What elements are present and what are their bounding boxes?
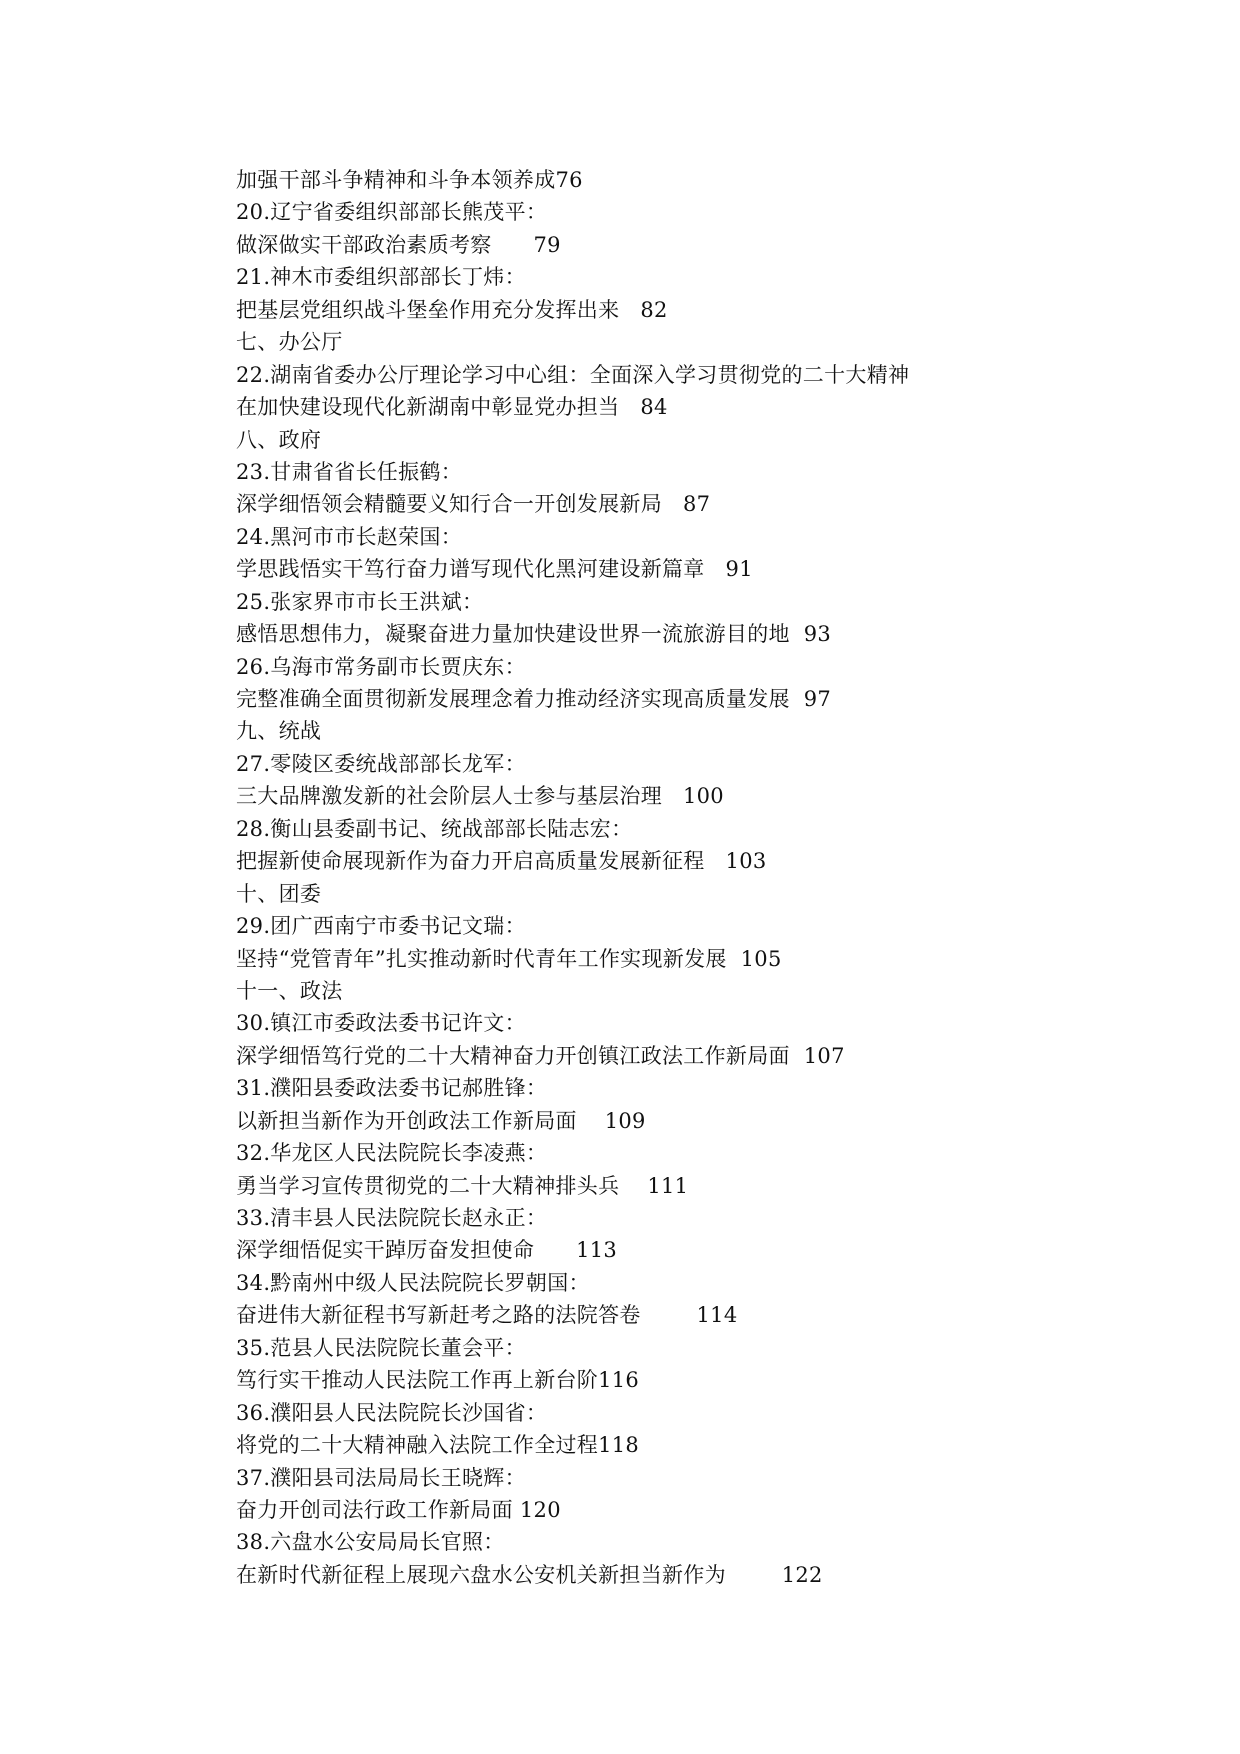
- toc-text: 坚持“党管青年”扎实推动新时代青年工作实现新发展: [236, 946, 727, 971]
- toc-heading: [236, 715, 1136, 747]
- toc-heading: [236, 1202, 1136, 1234]
- toc-text: 34.黔南州中级人民法院院长罗朝国：: [236, 1270, 590, 1295]
- toc-text: 30.镇江市委政法委书记许文：: [236, 1011, 526, 1036]
- toc-entry-title: [236, 1364, 1136, 1396]
- toc-text: 23.甘肃省省长任振鹤：: [236, 459, 462, 484]
- toc-entry-title: [236, 1105, 1136, 1137]
- toc-entry-title: [236, 618, 1136, 650]
- toc-page-number: 107: [803, 1043, 845, 1068]
- toc-leader-space: [641, 1303, 697, 1327]
- toc-entry-title: [236, 1494, 1136, 1526]
- toc-text: 深学细悟笃行党的二十大精神奋力开创镇江政法工作新局面: [236, 1043, 790, 1068]
- toc-heading: [236, 196, 1136, 228]
- toc-leader-space: [534, 1238, 576, 1262]
- toc-leader-space: [662, 492, 683, 516]
- toc-text: 24.黑河市市长赵荣国：: [236, 524, 462, 549]
- toc-page-number: 105: [740, 946, 782, 971]
- toc-text: 26.乌海市常务副市长贾庆东：: [236, 654, 526, 679]
- toc-heading: [236, 586, 1136, 618]
- toc-page-number: 122: [781, 1562, 823, 1587]
- toc-text: 36.濮阳县人民法院院长沙国省：: [236, 1400, 548, 1425]
- toc-page-number: 114: [696, 1303, 738, 1328]
- toc-page-number: 97: [803, 687, 832, 711]
- toc-entry-title: [236, 683, 1136, 715]
- toc-leader-space: [492, 233, 534, 257]
- toc-leader-space: [790, 622, 804, 646]
- toc-text: 27.零陵区委统战部部长龙军：: [236, 751, 526, 776]
- toc-entry-title: [236, 943, 1136, 975]
- toc-leader-space: [619, 1174, 647, 1198]
- toc-text: 把握新使命展现新作为奋力开启高质量发展新征程: [236, 849, 705, 874]
- toc-page-number: 76: [555, 168, 583, 192]
- toc-entry-title: [236, 845, 1136, 877]
- toc-leader-space: [705, 557, 726, 581]
- toc-entry-title: [236, 488, 1136, 520]
- toc-heading: [236, 1137, 1136, 1169]
- toc-leader-space: [790, 1044, 804, 1068]
- toc-text: 勇当学习宣传贯彻党的二十大精神排头兵: [236, 1173, 620, 1198]
- toc-page-number: 82: [640, 297, 668, 322]
- toc-text: 七、办公厅: [236, 330, 343, 355]
- toc-text: 奋力开创司法行政工作新局面: [236, 1497, 513, 1522]
- toc-text: 在新时代新征程上展现六盘水公安机关新担当新作为: [236, 1562, 726, 1587]
- toc-page-number: 100: [682, 784, 724, 809]
- toc-text: 学思践悟实干笃行奋力谱写现代化黑河建设新篇章: [236, 557, 705, 582]
- toc-entry-title: [236, 1170, 1136, 1202]
- toc-leader-space: [705, 849, 726, 873]
- toc-page-number: 79: [533, 232, 561, 257]
- toc-text: 完整准确全面贯彻新发展理念着力推动经济实现高质量发展: [236, 687, 790, 711]
- toc-entry-title: [236, 1429, 1136, 1461]
- toc-heading: [236, 359, 1136, 391]
- toc-text: 做深做实干部政治素质考察: [236, 232, 492, 257]
- toc-heading: [236, 1072, 1136, 1104]
- toc-entry-title: [236, 780, 1136, 812]
- toc-page-number: 111: [647, 1173, 689, 1198]
- toc-text: 深学细悟领会精髓要义知行合一开创发展新局: [236, 492, 662, 517]
- toc-entry-title: [236, 1040, 1136, 1072]
- toc-heading: [236, 521, 1136, 553]
- toc-leader-space: [619, 395, 640, 419]
- toc-page-number: 120: [519, 1497, 561, 1522]
- toc-entry-title: [236, 229, 1136, 261]
- toc-text: 38.六盘水公安局局长官照：: [236, 1530, 505, 1555]
- toc-entry-title: [236, 164, 1136, 196]
- toc-heading: [236, 1397, 1136, 1429]
- toc-leader-space: [726, 1563, 782, 1587]
- toc-text: 奋进伟大新征程书写新赶考之路的法院答卷: [236, 1303, 641, 1328]
- toc-text: 深学细悟促实干踔厉奋发担使命: [236, 1238, 535, 1263]
- toc-entry-title: [236, 294, 1136, 326]
- toc-text: 28.衡山县委副书记、统战部部长陆志宏：: [236, 816, 633, 841]
- table-of-contents: [236, 164, 1136, 1591]
- toc-entry-title: [236, 1234, 1136, 1266]
- toc-page-number: 91: [725, 557, 753, 582]
- toc-entry-title: [236, 1559, 1136, 1591]
- toc-text: 21.神木市委组织部部长丁炜：: [236, 265, 526, 290]
- toc-text: 八、政府: [236, 427, 322, 452]
- toc-text: 加强干部斗争精神和斗争本领养成: [236, 168, 556, 192]
- toc-heading: [236, 878, 1136, 910]
- toc-text: 20.辽宁省委组织部部长熊茂平：: [236, 200, 548, 225]
- toc-text: 感悟思想伟力，凝聚奋进力量加快建设世界一流旅游目的地: [236, 622, 790, 647]
- toc-page-number: 118: [598, 1433, 640, 1458]
- toc-heading: [236, 326, 1136, 358]
- toc-page-number: 87: [682, 492, 711, 517]
- toc-heading: [236, 424, 1136, 456]
- toc-heading: [236, 1462, 1136, 1494]
- toc-leader-space: [790, 687, 804, 711]
- toc-page-number: 103: [725, 849, 767, 874]
- toc-entry-title: [236, 391, 1136, 423]
- toc-leader-space: [619, 298, 640, 322]
- toc-heading: [236, 261, 1136, 293]
- toc-text: 37.濮阳县司法局局长王晓辉：: [236, 1465, 526, 1490]
- toc-text: 25.张家界市市长王洪斌：: [236, 589, 484, 614]
- toc-text: 十、团委: [236, 881, 322, 906]
- toc-page-number: 93: [803, 622, 832, 647]
- toc-heading: [236, 748, 1136, 780]
- toc-heading: [236, 975, 1136, 1007]
- toc-leader-space: [577, 1109, 605, 1133]
- toc-heading: [236, 910, 1136, 942]
- toc-entry-title: [236, 1299, 1136, 1331]
- toc-heading: [236, 456, 1136, 488]
- toc-leader-space: [727, 947, 741, 971]
- toc-text: 把基层党组织战斗堡垒作用充分发挥出来: [236, 297, 620, 322]
- toc-heading: [236, 1007, 1136, 1039]
- toc-heading: [236, 1526, 1136, 1558]
- toc-page-number: 109: [604, 1108, 646, 1133]
- toc-heading: [236, 651, 1136, 683]
- toc-text: 以新担当新作为开创政法工作新局面: [236, 1108, 577, 1133]
- toc-page-number: 116: [598, 1368, 640, 1393]
- toc-text: 九、统战: [236, 719, 322, 744]
- toc-text: 在加快建设现代化新湖南中彰显党办担当: [236, 395, 620, 420]
- toc-text: 22.湖南省委办公厅理论学习中心组：全面深入学习贯彻党的二十大精神: [236, 362, 910, 387]
- toc-leader-space: [662, 784, 683, 808]
- toc-page-number: 113: [576, 1238, 618, 1263]
- toc-page-number: 84: [640, 395, 668, 420]
- toc-text: 十一、政法: [236, 978, 343, 1003]
- toc-text: 33.清丰县人民法院院长赵永正：: [236, 1206, 548, 1230]
- toc-text: 三大品牌激发新的社会阶层人士参与基层治理: [236, 784, 662, 809]
- toc-text: 29.团广西南宁市委书记文瑞：: [236, 914, 526, 939]
- toc-text: 32.华龙区人民法院院长李凌燕：: [236, 1141, 548, 1166]
- toc-text: 35.范县人民法院院长董会平：: [236, 1335, 526, 1360]
- toc-entry-title: [236, 553, 1136, 585]
- toc-heading: [236, 1267, 1136, 1299]
- toc-leader-space: [513, 1498, 520, 1522]
- toc-heading: [236, 1332, 1136, 1364]
- toc-text: 将党的二十大精神融入法院工作全过程: [236, 1433, 599, 1458]
- toc-text: 笃行实干推动人民法院工作再上新台阶: [236, 1368, 599, 1393]
- toc-text: 31.濮阳县委政法委书记郝胜锋：: [236, 1076, 548, 1101]
- toc-heading: [236, 813, 1136, 845]
